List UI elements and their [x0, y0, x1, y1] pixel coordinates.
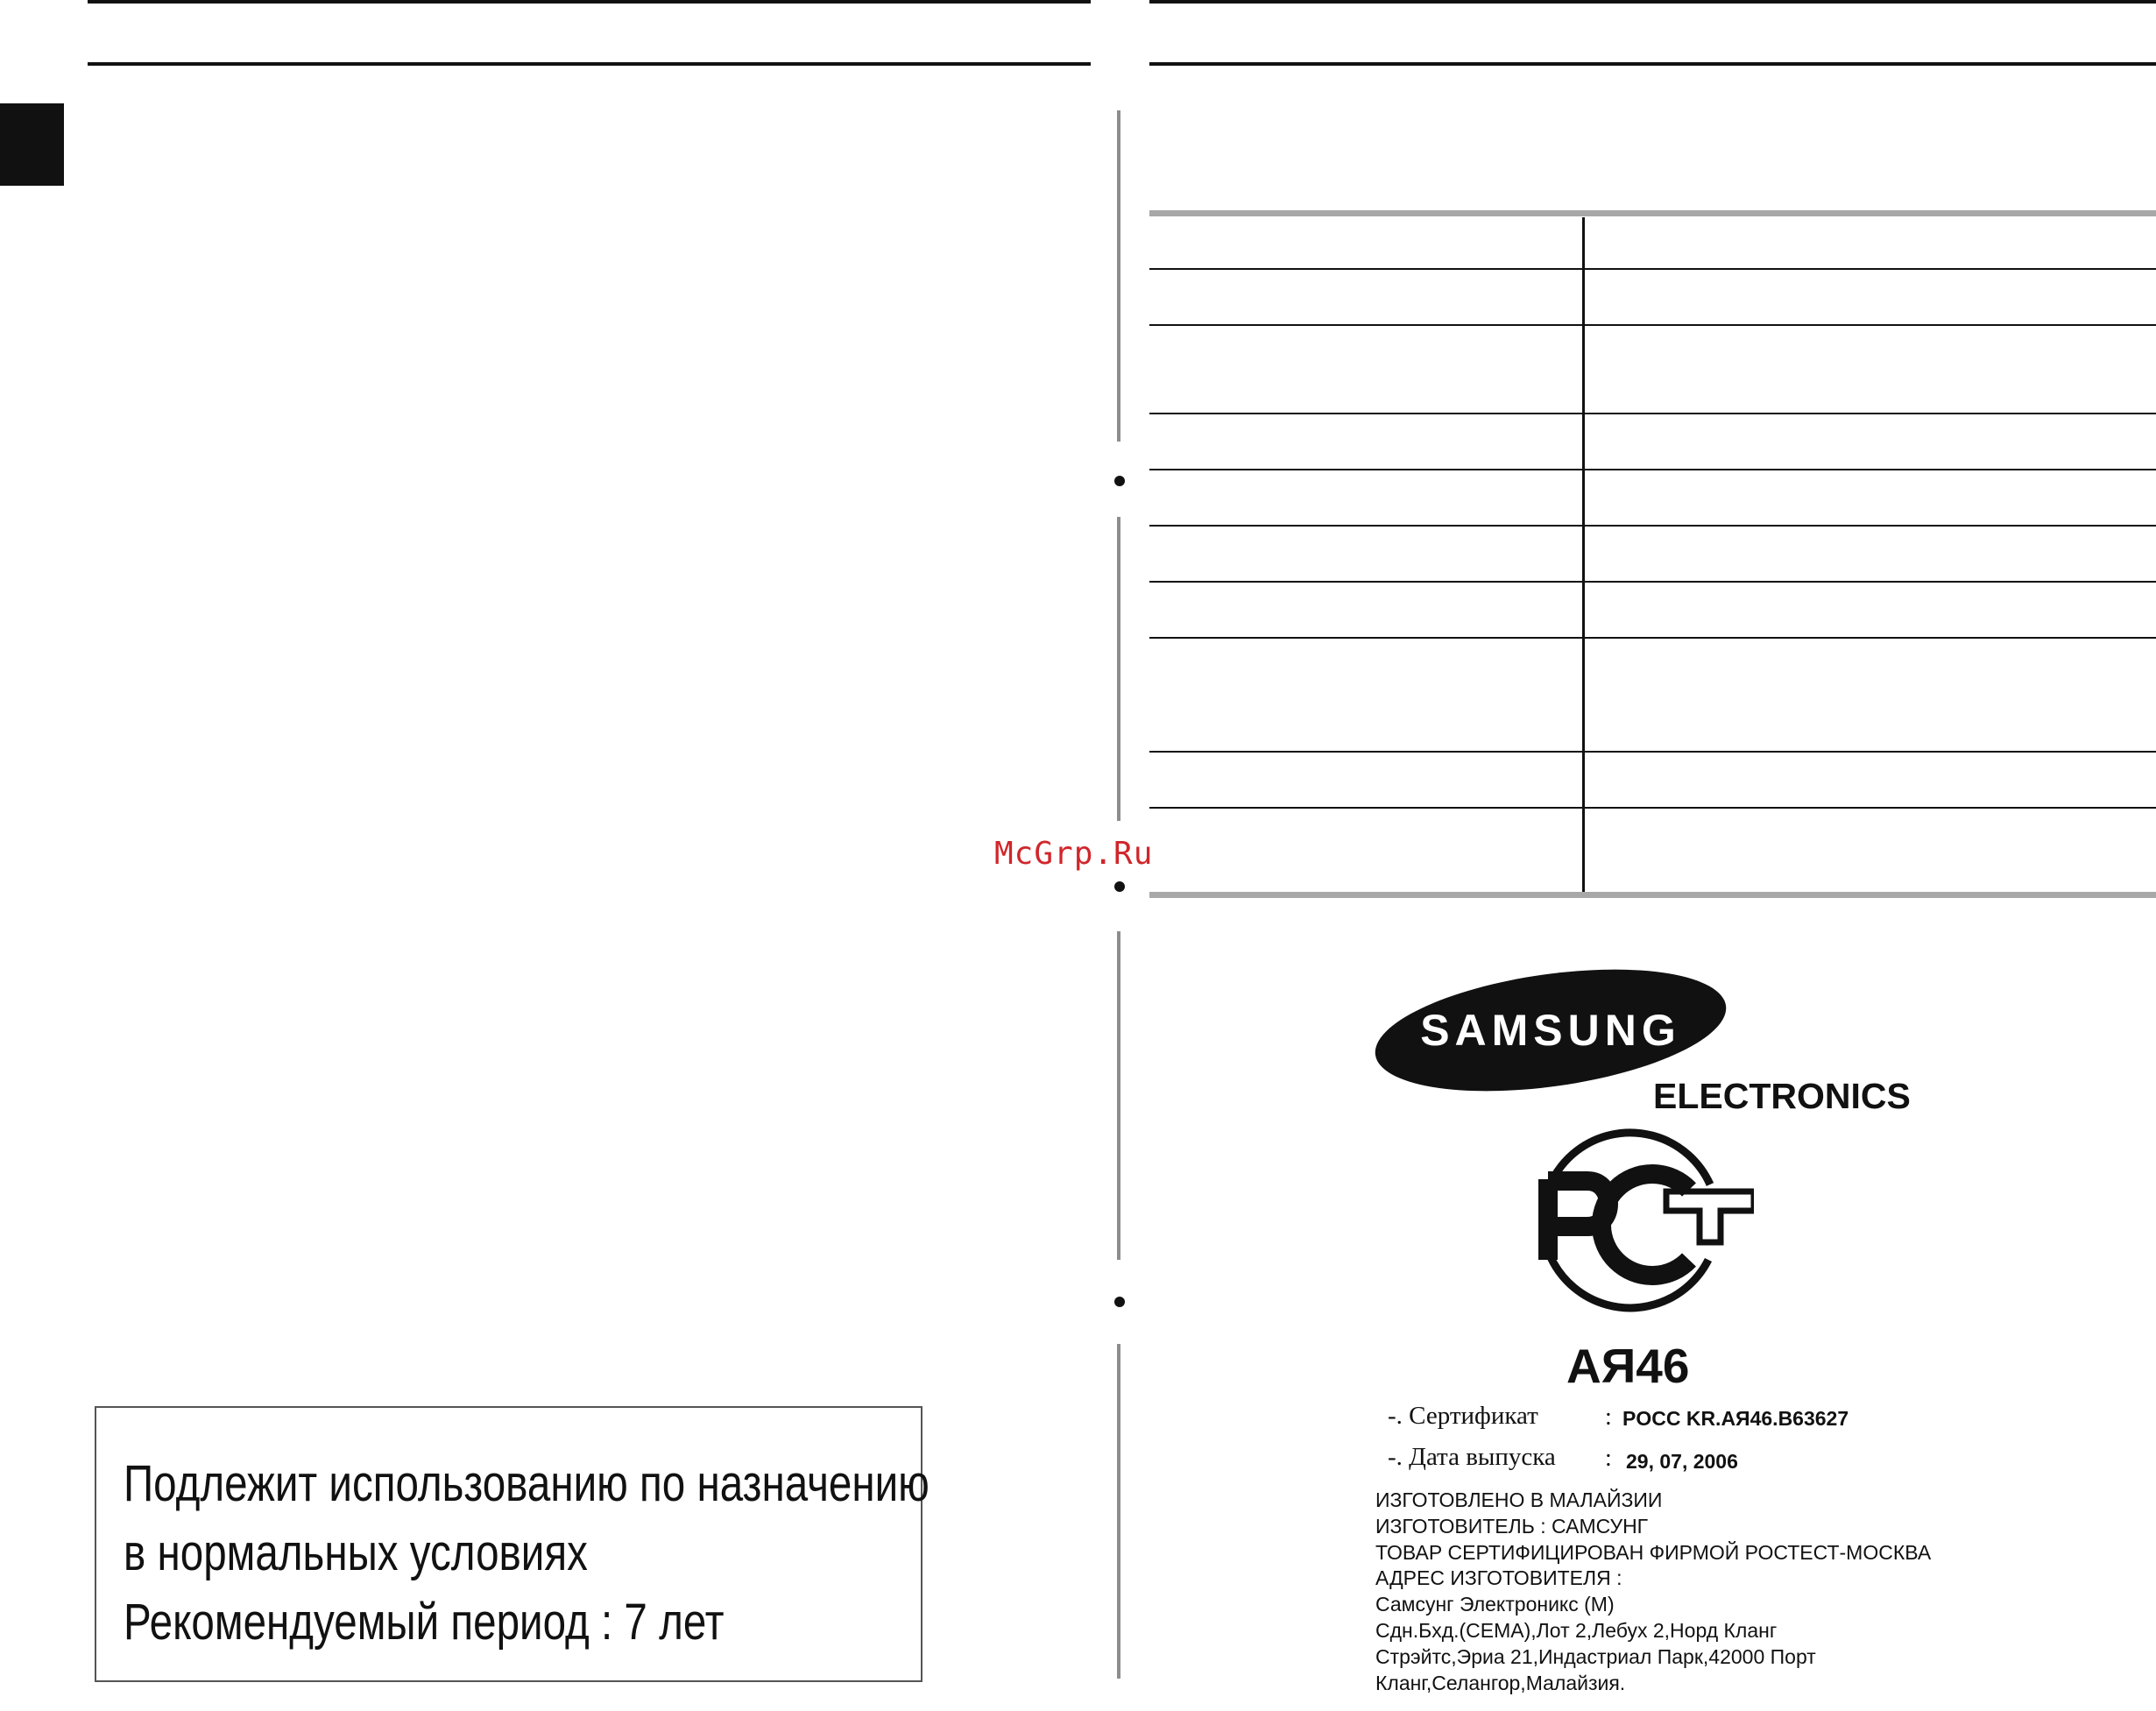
left-header-rule-top — [88, 0, 1091, 4]
usage-notice-box — [95, 1406, 930, 1682]
spec-table-top-band — [1149, 210, 2156, 216]
spec-table-row-line — [1149, 807, 2156, 809]
fold-divider-segment — [1117, 110, 1120, 442]
release-date-label: -. Дата выпуска — [1388, 1443, 1556, 1471]
right-header-rule-top — [1149, 0, 2156, 4]
brand-subtitle: ELECTRONICS — [1653, 1076, 1911, 1116]
spec-table-row-line — [1149, 413, 2156, 414]
manufacturer-line: ИЗГОТОВИТЕЛЬ : САМСУНГ — [1375, 1514, 1649, 1538]
right-header-rule — [1149, 62, 2156, 66]
release-date-colon: : — [1605, 1445, 1612, 1472]
binding-hole-dot — [1114, 476, 1125, 486]
left-header-rule — [88, 62, 1091, 66]
manufacturer-line: ТОВАР СЕРТИФИЦИРОВАН ФИРМОЙ РОСТЕСТ-МОСКВА — [1375, 1540, 1932, 1564]
spec-table-row-line — [1149, 469, 2156, 470]
manufacturer-line: Самсунг Электроникс (М) — [1375, 1593, 1615, 1616]
manufacturer-info — [1375, 1488, 1931, 1696]
binding-hole-dot — [1114, 1297, 1125, 1307]
spec-table-bottom-band — [1149, 892, 2156, 898]
certificate-colon: : — [1605, 1403, 1612, 1431]
spec-table-row-line — [1149, 637, 2156, 639]
section-tab-marker — [0, 103, 64, 186]
manufacturer-line: Кланг,Селангор,Малайзия. — [1375, 1671, 1626, 1694]
certificate-label: -. Сертификат — [1388, 1402, 1538, 1430]
fold-divider-segment — [1117, 1344, 1120, 1679]
manufacturer-line: Сдн.Бхд.(СЕМА),Лот 2,Лебух 2,Норд Кланг — [1375, 1618, 1778, 1642]
watermark-text: McGrp.Ru — [994, 836, 1154, 872]
pct-certification-icon — [1517, 1128, 1754, 1314]
notice-line: Подлежит использованию по назначению — [124, 1455, 930, 1512]
certificate-row — [1388, 1402, 1849, 1431]
spec-table-row-line — [1149, 525, 2156, 527]
notice-line: Рекомендуемый период : 7 лет — [124, 1594, 725, 1651]
manufacturer-line: Стрэйтс,Эриа 21,Индастриал Парк,42000 Порт — [1375, 1644, 1816, 1668]
spec-table-row-line — [1149, 324, 2156, 326]
fold-divider-segment — [1117, 931, 1120, 1260]
certificate-number: POCC KR.АЯ46.B63627 — [1622, 1407, 1849, 1430]
binding-hole-dot — [1114, 881, 1125, 892]
spec-table-column-divider — [1582, 217, 1585, 894]
samsung-logo-text: SAMSUNG — [1420, 1006, 1681, 1055]
fold-divider-segment — [1117, 517, 1120, 821]
spec-table-row-line — [1149, 268, 2156, 270]
release-date-row — [1388, 1443, 1738, 1473]
certification-body-code: АЯ46 — [1566, 1339, 1690, 1393]
manufacturer-line: АДРЕС ИЗГОТОВИТЕЛЯ : — [1375, 1566, 1622, 1590]
spec-table-row-line — [1149, 751, 2156, 753]
spec-table-row-line — [1149, 581, 2156, 583]
notice-line: в нормальных условиях — [124, 1524, 588, 1581]
manufacturer-line: ИЗГОТОВЛЕНО В МАЛАЙЗИИ — [1375, 1488, 1663, 1511]
release-date-value: 29, 07, 2006 — [1626, 1450, 1738, 1473]
